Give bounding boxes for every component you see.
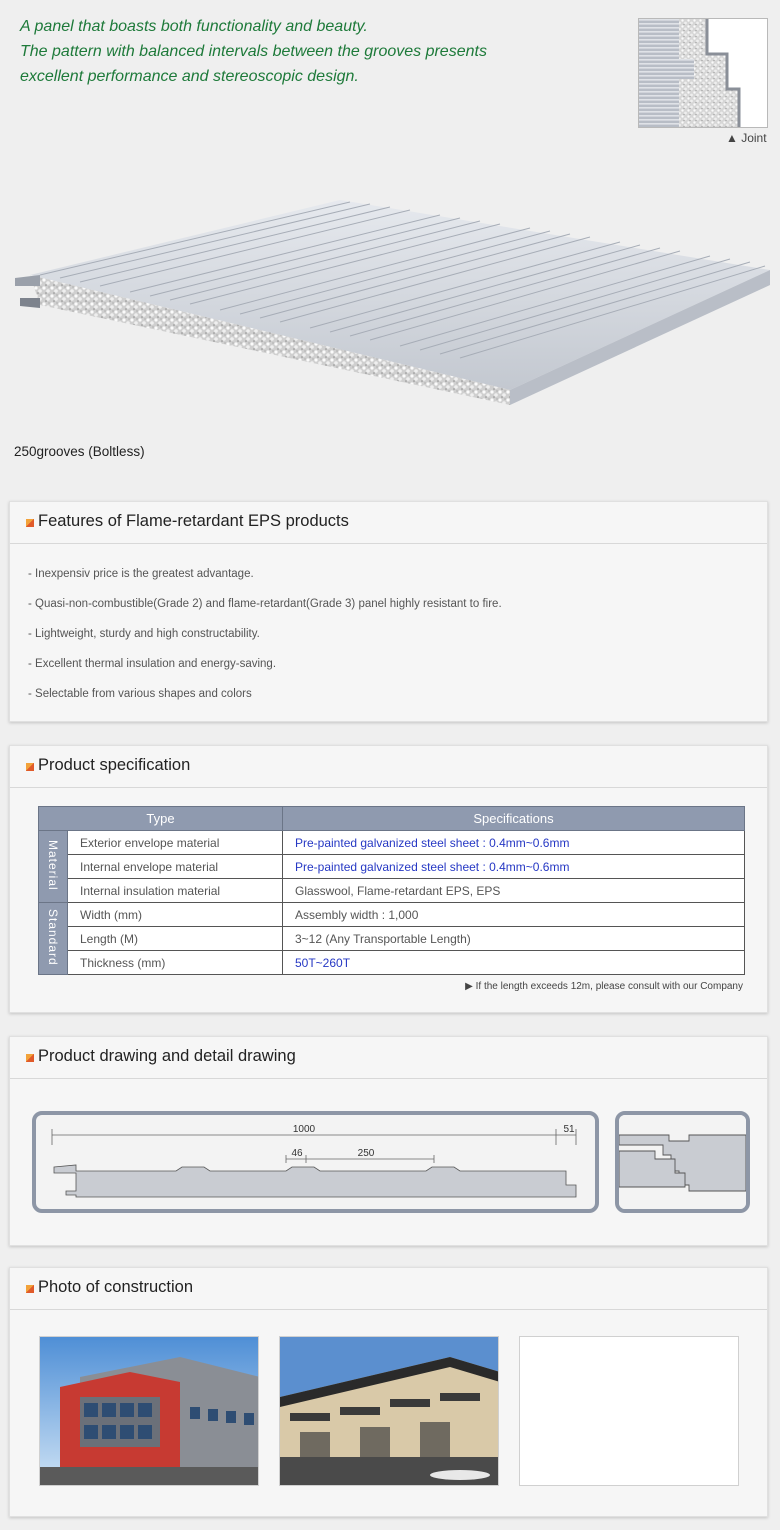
bullet-square-icon — [26, 1285, 34, 1293]
section-header — [10, 1268, 767, 1310]
row-name: Length (M) — [68, 927, 283, 951]
joint-label-text: Joint — [741, 131, 767, 145]
photo-placeholder — [519, 1336, 739, 1486]
row-name: Internal envelope material — [68, 855, 283, 879]
drawing-section — [9, 1036, 768, 1246]
section-header — [10, 746, 767, 788]
section-header — [10, 502, 767, 544]
row-name: Exterior envelope material — [68, 831, 283, 855]
feature-item: - Selectable from various shapes and colors — [28, 688, 252, 700]
section-title: Product specification — [38, 756, 191, 774]
section-title: Product drawing and detail drawing — [38, 1047, 296, 1065]
intro-line: A panel that boasts both functionality and beauty. — [20, 18, 368, 35]
table-row — [39, 951, 745, 975]
section-header — [10, 1037, 767, 1079]
spec-section — [9, 745, 768, 1013]
dim-edge: 51 — [563, 1124, 575, 1135]
section-title: Features of Flame-retardant EPS products — [38, 512, 349, 530]
group-label: Standard — [46, 908, 60, 966]
group-label: Material — [46, 839, 60, 891]
spec-note: ▶ If the length exceeds 12m, please consult with our Company — [465, 981, 743, 992]
table-row — [39, 831, 745, 855]
table-row — [39, 927, 745, 951]
row-value: 3~12 (Any Transportable Length) — [283, 927, 745, 951]
bullet-square-icon — [26, 763, 34, 771]
spec-table — [38, 806, 745, 975]
header-specifications: Specifications — [283, 807, 745, 831]
construction-photo — [279, 1336, 499, 1486]
table-row — [39, 903, 745, 927]
features-section — [9, 501, 768, 722]
feature-item: - Excellent thermal insulation and energy-saving. — [28, 658, 277, 670]
table-row — [39, 879, 745, 903]
photos-section — [9, 1267, 768, 1517]
joint-image — [638, 18, 768, 128]
joint-detail-drawing — [615, 1111, 750, 1213]
feature-item: - Inexpensiv price is the greatest advantage. — [28, 568, 254, 580]
row-value: Assembly width : 1,000 — [283, 903, 745, 927]
group-standard — [39, 903, 68, 975]
row-name: Width (mm) — [68, 903, 283, 927]
features-list — [10, 544, 767, 712]
feature-item: - Lightweight, sturdy and high constructability. — [28, 628, 260, 640]
row-value: 50T~260T — [283, 951, 745, 975]
table-row — [39, 855, 745, 879]
row-value: Pre-painted galvanized steel sheet : 0.4mm~0.6mm — [283, 831, 745, 855]
panel-profile-drawing — [32, 1111, 599, 1213]
bullet-square-icon — [26, 519, 34, 527]
dim-pitch: 250 — [357, 1148, 375, 1159]
feature-item: - Quasi-non-combustible(Grade 2) and flame-retardant(Grade 3) panel highly resistant to fire. — [28, 598, 502, 610]
intro-line: The pattern with balanced intervals between the grooves presents — [20, 43, 487, 60]
panel-caption: 250grooves (Boltless) — [14, 444, 145, 459]
dim-total: 1000 — [292, 1124, 316, 1135]
row-value: Pre-painted galvanized steel sheet : 0.4mm~0.6mm — [283, 855, 745, 879]
joint-label: ▲ Joint — [726, 131, 767, 145]
section-title: Photo of construction — [38, 1278, 194, 1296]
table-header-row — [39, 807, 745, 831]
group-material — [39, 831, 68, 903]
construction-photo — [39, 1336, 259, 1486]
row-value: Glasswool, Flame-retardant EPS, EPS — [283, 879, 745, 903]
dim-gap: 46 — [291, 1148, 303, 1159]
intro-text — [20, 14, 580, 89]
row-name: Internal insulation material — [68, 879, 283, 903]
bullet-square-icon — [26, 1054, 34, 1062]
panel-illustration — [10, 190, 770, 430]
row-name: Thickness (mm) — [68, 951, 283, 975]
intro-line: excellent performance and stereoscopic design. — [20, 68, 359, 85]
header-type: Type — [39, 807, 283, 831]
